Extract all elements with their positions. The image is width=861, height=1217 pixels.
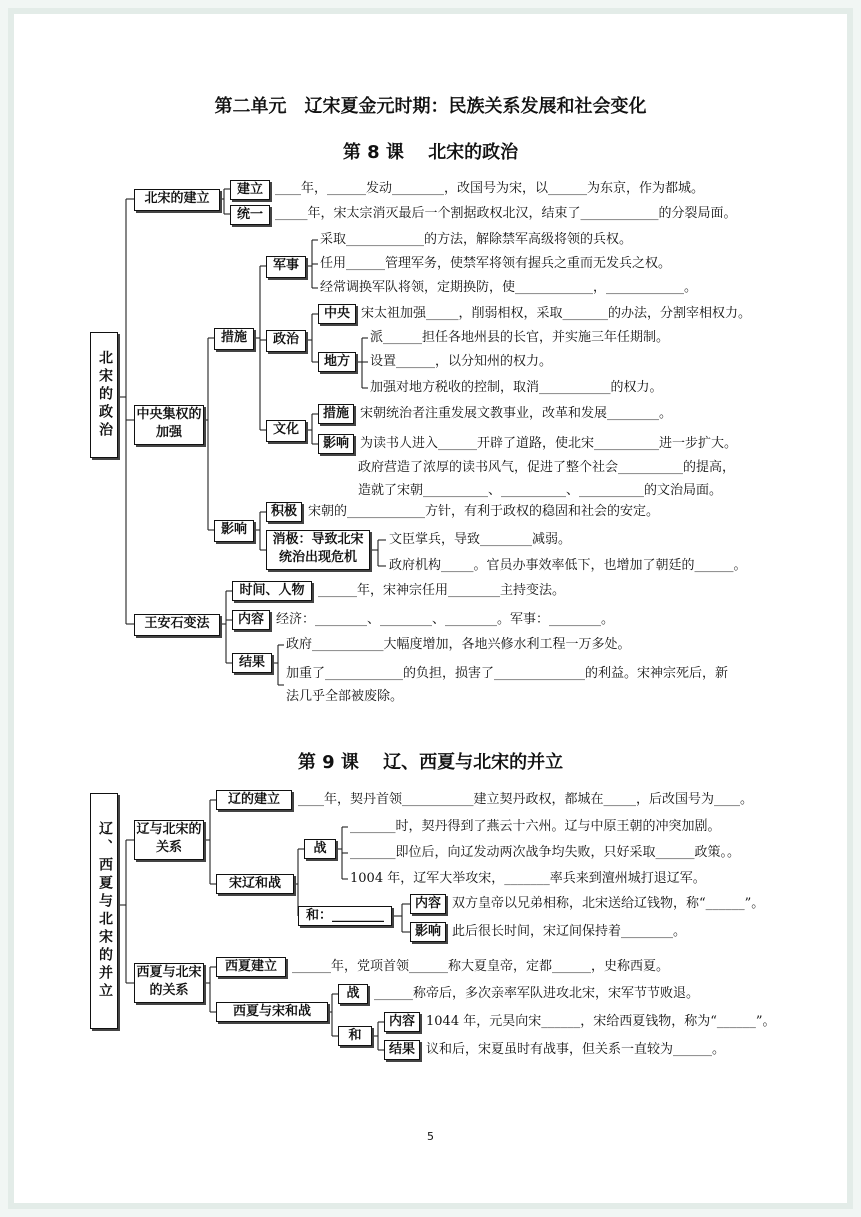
line-junshi-2: 任用______管理军务，使禁军将领有握兵之重而无发兵之权。 [320,256,672,271]
junshi-box: 军事 [266,256,306,278]
line-jieguo-2: 加重了____________的负担，损害了______________的利益。宋神宗死后，新 [286,666,729,681]
line-xixia-he-neirong: 1044 年，元昊向宋______，宋给西夏钱物，称为“______”。 [426,1014,776,1029]
line-difang-2: 设置______，以分知州的权力。 [370,354,553,369]
zhengzhi-box: 政治 [266,330,306,352]
line-junshi-1: 采取____________的方法，解除禁军高级将领的兵权。 [320,232,633,247]
he2-neirong-box: 内容 [384,1012,420,1032]
wenhua-box: 文化 [266,420,306,442]
he-box: 和：________ [298,906,392,926]
he-yingxiang-box: 影响 [410,922,446,942]
line-shijian: ______年，宋神宗任用________主持变法。 [318,583,566,598]
zhongyang-box: 中央 [318,304,356,324]
line-jieguo-1: 政府___________大幅度增加，各地兴修水利工程一万多处。 [286,637,631,652]
line-jieguo-3: 法几乎全部被废除。 [286,689,404,704]
liao-song-box: 辽与北宋的关系 [134,820,204,860]
jianli-box: 建立 [230,180,270,200]
page-number: 5 [427,1130,434,1143]
shijian-renwu-box: 时间、人物 [232,581,312,601]
line-zhan-2: _______即位后，向辽发动两次战争均失败，只好采取______政策。。 [350,845,741,860]
line-difang-1: 派______担任各地州县的长官，并实施三年任期制。 [370,330,670,345]
jieguo-box: 结果 [232,653,272,673]
lesson8-root-box: 北宋的政治 [90,332,118,458]
line-difang-3: 加强对地方税收的控制，取消___________的权力。 [370,380,663,395]
cuoshi-box: 措施 [214,328,254,350]
line-zhan-3: 1004 年，辽军大举攻宋，_______率兵来到澶州城打退辽军。 [350,871,706,886]
tongyi-box: 统一 [230,205,270,225]
line-zhongyang: 宋太祖加强_____，削弱相权，采取_______的办法，分割宰相权力。 [361,306,752,321]
zhan2-box: 战 [338,984,368,1004]
line-xiaoji-2: 政府机构_____。官员办事效率低下，也增加了朝廷的______。 [389,558,747,573]
xixia-song-box: 西夏与北宋的关系 [134,963,204,1003]
line-xixia-jianli: ______年，党项首领______称大夏皇帝，定都______，史称西夏。 [292,959,670,974]
xiaoji-box: 消极：导致北宋统治出现危机 [266,530,370,570]
line-junshi-3: 经常调换军队将领，定期换防，使____________，____________。 [320,280,698,295]
wenhua-yingxiang-box: 影响 [318,434,354,454]
line-he-yingxiang: 此后很长时间，宋辽间保持着________。 [452,924,687,939]
line-wenhua-2: 为读书人进入______开辟了道路，使北宋__________进一步扩大。 [360,436,738,451]
line-xixia-he-jieguo: 议和后，宋夏虽时有战事，但关系一直较为______。 [426,1042,726,1057]
beisong-jianli-box: 北宋的建立 [134,189,220,211]
wanganshi-box: 王安石变法 [134,614,220,636]
liao-jianli-box: 辽的建立 [216,790,292,810]
line-zhan-1: _______时，契丹得到了燕云十六州。辽与中原王朝的冲突加剧。 [350,819,721,834]
xixia-hezhan-box: 西夏与宋和战 [216,1002,328,1022]
lesson9-root-box: 辽、西夏与北宋的并立 [90,793,118,1029]
xixia-jianli-box: 西夏建立 [216,957,286,977]
jiji-box: 积极 [266,502,302,522]
line-wenhua-1: 宋朝统治者注重发展文教事业，改革和发展________。 [360,406,673,421]
line-jiji: 宋朝的____________方针，有利于政权的稳固和社会的安定。 [308,504,660,519]
line-he-neirong: 双方皇帝以兄弟相称，北宋送给辽钱物，称“______”。 [452,896,765,911]
zhan-box: 战 [304,839,336,859]
line-liao-jianli: ____年，契丹首领___________建立契丹政权，都城在_____，后改国号为____。 [298,792,754,807]
he2-jieguo-box: 结果 [384,1040,420,1060]
line-neirong: 经济：________、________、________。军事：________。 [276,612,615,627]
line-wenhua-4: 造就了宋朝__________、__________、__________的文治局面。 [358,483,723,498]
unit-title: 第二单元 辽宋夏金元时期：民族关系发展和社会变化 [214,96,647,117]
line-wenhua-3: 政府营造了浓厚的读书风气，促进了整个社会__________的提高， [358,460,736,475]
zhongyang-jiquan-box: 中央集权的加强 [134,405,204,445]
difang-box: 地方 [318,352,356,372]
he2-box: 和 [338,1026,372,1046]
wenhua-cuoshi-box: 措施 [318,404,354,424]
he-neirong-box: 内容 [410,894,446,914]
line-xiaoji-1: 文臣掌兵，导致________减弱。 [389,532,572,547]
song-liao-hezhan-box: 宋辽和战 [216,874,294,894]
lesson8-title: 第 8 课 北宋的政治 [342,142,519,163]
lesson9-title: 第 9 课 辽、西夏与北宋的并立 [297,752,564,773]
line-tongyi: _____年，宋太宗消灭最后一个割据政权北汉，结束了____________的分裂局面。 [275,206,737,221]
line-jianli: ____年，______发动________，改国号为宋，以______为东京，作为都城。 [275,181,705,196]
yingxiang-box: 影响 [214,520,254,542]
neirong-box: 内容 [232,610,270,630]
line-xixia-zhan: ______称帝后，多次亲率军队进攻北宋，宋军节节败退。 [374,986,700,1001]
